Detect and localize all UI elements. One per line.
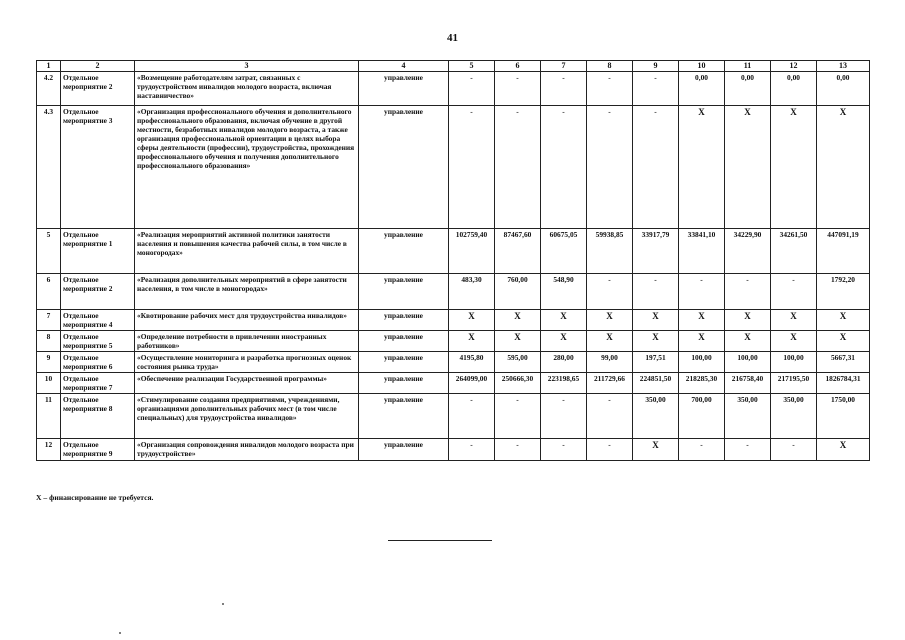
table-row xyxy=(37,309,870,330)
row-value: - xyxy=(541,71,587,105)
row-value: X xyxy=(495,330,541,351)
row-value: 0,00 xyxy=(771,71,817,105)
row-value: 100,00 xyxy=(725,351,771,372)
row-value: - xyxy=(449,71,495,105)
row-value: X xyxy=(679,309,725,330)
column-header: 3 xyxy=(135,61,359,72)
row-value: - xyxy=(587,105,633,228)
row-value: 100,00 xyxy=(771,351,817,372)
table-row xyxy=(37,439,870,461)
row-value: 1826784,31 xyxy=(817,372,870,393)
row-value: X xyxy=(633,309,679,330)
row-name: Отдельное мероприятие 8 xyxy=(61,394,135,439)
column-header: 8 xyxy=(587,61,633,72)
column-header: 7 xyxy=(541,61,587,72)
row-number: 4.3 xyxy=(37,105,61,228)
row-value: X xyxy=(495,309,541,330)
table-row xyxy=(37,351,870,372)
row-value: 280,00 xyxy=(541,351,587,372)
header-row xyxy=(37,61,870,72)
row-description: «Обеспечение реализации Государственной программы» xyxy=(135,372,359,393)
table-row xyxy=(37,394,870,439)
row-name: Отдельное мероприятие 4 xyxy=(61,309,135,330)
row-value: - xyxy=(679,273,725,309)
row-value: 5667,31 xyxy=(817,351,870,372)
row-executor: управление xyxy=(359,351,449,372)
column-header: 2 xyxy=(61,61,135,72)
row-number: 8 xyxy=(37,330,61,351)
row-value: 59938,85 xyxy=(587,228,633,273)
row-name: Отдельное мероприятие 5 xyxy=(61,330,135,351)
row-value: 264099,00 xyxy=(449,372,495,393)
row-value: 223198,65 xyxy=(541,372,587,393)
row-value: - xyxy=(495,439,541,461)
row-executor: управление xyxy=(359,71,449,105)
row-executor: управление xyxy=(359,372,449,393)
row-value: - xyxy=(725,439,771,461)
row-value: - xyxy=(587,71,633,105)
table-row xyxy=(37,372,870,393)
row-value: - xyxy=(587,273,633,309)
row-value: 1792,20 xyxy=(817,273,870,309)
row-value: - xyxy=(679,439,725,461)
table-row xyxy=(37,273,870,309)
row-name: Отдельное мероприятие 7 xyxy=(61,372,135,393)
row-name: Отдельное мероприятие 2 xyxy=(61,273,135,309)
row-name: Отдельное мероприятие 6 xyxy=(61,351,135,372)
row-number: 4.2 xyxy=(37,71,61,105)
row-value: 99,00 xyxy=(587,351,633,372)
row-value: X xyxy=(679,330,725,351)
row-value: 4195,80 xyxy=(449,351,495,372)
row-value: 700,00 xyxy=(679,394,725,439)
row-value: X xyxy=(771,105,817,228)
row-value: 33917,79 xyxy=(633,228,679,273)
row-description: «Организация профессионального обучения и дополнительного профессионального образования, включая обучение в другой местности, безработных инвалидов молодого возраста, а также организация профессиональной ориентации в целях выбора сферы деятельности (профессии), трудоустройства, прохождения профессионального обучения и получения дополнительного профессионального образования» xyxy=(135,105,359,228)
row-value: - xyxy=(449,394,495,439)
row-value: - xyxy=(587,394,633,439)
row-executor: управление xyxy=(359,105,449,228)
row-value: X xyxy=(725,330,771,351)
row-value: - xyxy=(771,273,817,309)
row-number: 9 xyxy=(37,351,61,372)
column-header: 6 xyxy=(495,61,541,72)
row-description: «Возмещение работодателям затрат, связанных с трудоустройством инвалидов молодого возраста, включая наставничество» xyxy=(135,71,359,105)
table-row xyxy=(37,71,870,105)
row-value: 0,00 xyxy=(679,71,725,105)
row-value: - xyxy=(495,71,541,105)
row-number: 10 xyxy=(37,372,61,393)
row-value: - xyxy=(771,439,817,461)
row-value: - xyxy=(633,273,679,309)
footnote: Х – финансирование не требуется. xyxy=(36,493,154,502)
row-value: 0,00 xyxy=(817,71,870,105)
row-executor: управление xyxy=(359,394,449,439)
row-value: 350,00 xyxy=(633,394,679,439)
column-header: 12 xyxy=(771,61,817,72)
row-value: X xyxy=(725,309,771,330)
row-value: X xyxy=(541,330,587,351)
row-executor: управление xyxy=(359,228,449,273)
row-value: 760,00 xyxy=(495,273,541,309)
table-row xyxy=(37,330,870,351)
row-description: «Реализация мероприятий активной политики занятости населения и повышения качества рабочей силы, в том числе в моногородах» xyxy=(135,228,359,273)
row-value: - xyxy=(541,394,587,439)
row-value: X xyxy=(817,439,870,461)
row-value: X xyxy=(541,309,587,330)
row-executor: управление xyxy=(359,439,449,461)
row-value: X xyxy=(587,330,633,351)
page-number: 41 xyxy=(447,32,458,44)
row-value: 87467,60 xyxy=(495,228,541,273)
row-name: Отдельное мероприятие 1 xyxy=(61,228,135,273)
row-value: 102759,40 xyxy=(449,228,495,273)
row-value: 350,00 xyxy=(771,394,817,439)
row-executor: управление xyxy=(359,330,449,351)
row-value: X xyxy=(587,309,633,330)
row-number: 7 xyxy=(37,309,61,330)
row-value: - xyxy=(587,439,633,461)
row-number: 12 xyxy=(37,439,61,461)
row-value: 197,51 xyxy=(633,351,679,372)
row-executor: управление xyxy=(359,309,449,330)
row-value: X xyxy=(633,439,679,461)
row-number: 5 xyxy=(37,228,61,273)
row-value: 217195,50 xyxy=(771,372,817,393)
row-value: X xyxy=(771,309,817,330)
row-value: 216758,40 xyxy=(725,372,771,393)
row-value: X xyxy=(679,105,725,228)
column-header: 9 xyxy=(633,61,679,72)
row-value: 60675,05 xyxy=(541,228,587,273)
row-name: Отдельное мероприятие 3 xyxy=(61,105,135,228)
row-name: Отдельное мероприятие 9 xyxy=(61,439,135,461)
row-value: - xyxy=(725,273,771,309)
row-executor: управление xyxy=(359,273,449,309)
row-value: - xyxy=(495,394,541,439)
table-row xyxy=(37,105,870,228)
row-value: - xyxy=(449,439,495,461)
row-value: 483,30 xyxy=(449,273,495,309)
row-description: «Организация сопровождения инвалидов молодого возраста при трудоустройстве» xyxy=(135,439,359,461)
row-value: 595,00 xyxy=(495,351,541,372)
row-value: 1750,00 xyxy=(817,394,870,439)
row-value: X xyxy=(771,330,817,351)
row-description: «Стимулирование создания предприятиями, учреждениями, организациями дополнительных рабочих мест (в том числе специальных) для трудоустройства инвалидов» xyxy=(135,394,359,439)
row-value: X xyxy=(725,105,771,228)
scan-speck xyxy=(119,632,121,634)
row-description: «Реализация дополнительных мероприятий в сфере занятости населения, в том числе в моногородах» xyxy=(135,273,359,309)
row-description: «Осуществление мониторинга и разработка прогнозных оценок состояния рынка труда» xyxy=(135,351,359,372)
row-value: - xyxy=(633,71,679,105)
column-header: 10 xyxy=(679,61,725,72)
column-header: 13 xyxy=(817,61,870,72)
row-value: 218285,30 xyxy=(679,372,725,393)
row-value: 33841,10 xyxy=(679,228,725,273)
row-value: - xyxy=(541,439,587,461)
row-description: «Квотирование рабочих мест для трудоустройства инвалидов» xyxy=(135,309,359,330)
row-value: X xyxy=(449,330,495,351)
row-value: - xyxy=(541,105,587,228)
row-value: 548,90 xyxy=(541,273,587,309)
row-value: 34229,90 xyxy=(725,228,771,273)
table-row xyxy=(37,228,870,273)
row-value: X xyxy=(817,309,870,330)
row-description: «Определение потребности в привлечении иностранных работников» xyxy=(135,330,359,351)
column-header: 11 xyxy=(725,61,771,72)
row-value: 250666,30 xyxy=(495,372,541,393)
column-header: 5 xyxy=(449,61,495,72)
budget-table xyxy=(36,60,870,461)
column-header: 4 xyxy=(359,61,449,72)
row-name: Отдельное мероприятие 2 xyxy=(61,71,135,105)
row-value: 224851,50 xyxy=(633,372,679,393)
row-number: 6 xyxy=(37,273,61,309)
row-value: 350,00 xyxy=(725,394,771,439)
row-value: X xyxy=(817,330,870,351)
row-value: X xyxy=(633,330,679,351)
row-number: 11 xyxy=(37,394,61,439)
row-value: 447091,19 xyxy=(817,228,870,273)
row-value: - xyxy=(449,105,495,228)
separator-line xyxy=(388,540,492,541)
row-value: X xyxy=(817,105,870,228)
row-value: - xyxy=(633,105,679,228)
row-value: 34261,50 xyxy=(771,228,817,273)
row-value: 0,00 xyxy=(725,71,771,105)
row-value: 100,00 xyxy=(679,351,725,372)
row-value: 211729,66 xyxy=(587,372,633,393)
row-value: - xyxy=(495,105,541,228)
row-value: X xyxy=(449,309,495,330)
table-body xyxy=(37,71,870,460)
scan-speck xyxy=(222,603,224,605)
column-header: 1 xyxy=(37,61,61,72)
